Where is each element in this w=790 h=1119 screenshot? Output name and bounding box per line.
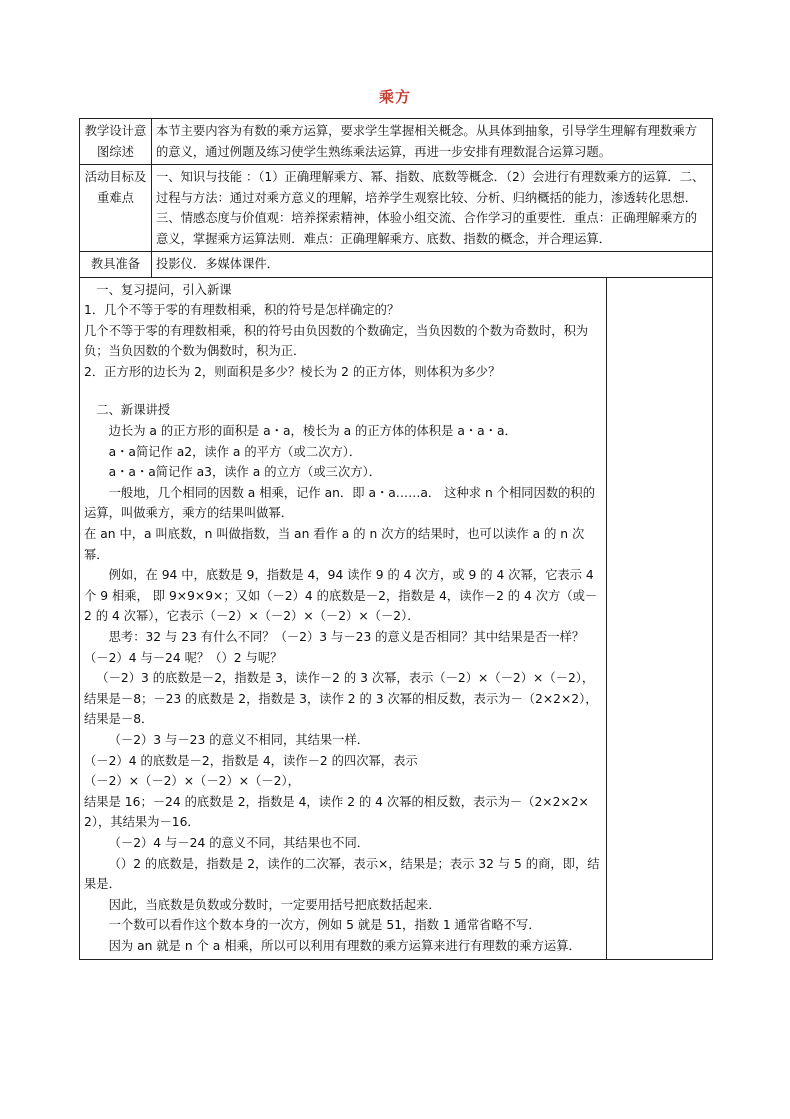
section-heading: 一、复习提问，引入新课 xyxy=(96,282,232,297)
spacer xyxy=(84,382,602,400)
paragraph: 因为 an 就是 n 个 a 相乘，所以可以利用有理数的乘方运算来进行有理数的乘方运算． xyxy=(108,938,581,953)
paragraph: 边长为 a 的正方形的面积是 a・a，棱长为 a 的正方体的体积是 a・a・a． xyxy=(108,424,517,439)
design-label: 教学设计意图综述 xyxy=(80,119,152,165)
paragraph: （－2）3 与－23 的意义不相同，其结果一样． xyxy=(108,732,370,747)
paragraph: 在 an 中，a 叫底数，n 叫做指数，当 an 看作 a 的 n 次方的结果时，也可以读作 a 的 n 次幂． xyxy=(84,527,585,562)
section-heading: 二、新课讲授 xyxy=(96,403,171,418)
paragraph: （－2）×（－2）×（－2）×（－2）， xyxy=(84,774,300,789)
goals-text: 一、知识与技能 ：（1）正确理解乘方、幂、指数、底数等概念．（2）会进行有理数乘方的运算．二、过程与方法：通过对乘方意义的理解，培养学生观察比较、分析、归纳概括的能力，渗透转化思想．三、情感态度与价值观：培养探索精神，体验小组交流、合作学习的重要性．重点：正确理解乘方的意义，掌握乘方运算法则．难点：正确理解乘方、底数、指数的概念，并合理运算． xyxy=(152,165,713,252)
goals-row xyxy=(80,165,713,252)
tools-label: 教具准备 xyxy=(80,252,152,278)
paragraph: a・a・a简记作 a3，读作 a 的立方（或三次方）． xyxy=(108,465,382,480)
paragraph: 几个不等于零的有理数相乘，积的符号由负因数的个数确定，当负因数的个数为奇数时，积为负；当负因数的个数为偶数时，积为正． xyxy=(84,323,589,359)
paragraph: a・a简记作 a2，读作 a 的平方（或二次方）． xyxy=(108,444,362,459)
paragraph: 思考：32 与 23 有什么不同？（－2）3 与－23 的意义是否相同？其中结果是否一样？（－2）4 与－24 呢？（）2 与呢？ xyxy=(84,630,585,665)
paragraph: （－2）3 的底数是－2，指数是 3，读作－2 的 3 次幂，表示（－2）×（－2）×（－2），结果是－8；－23 的底数是 2，指数是 3，读作 2 的 3 次幂的相反数，表示为－（2×2×2），结果是－8． xyxy=(84,671,598,727)
tools-text: 投影仪．多媒体课件． xyxy=(152,252,713,278)
lesson-body xyxy=(80,277,607,959)
paragraph: 一个数可以看作这个数本身的一次方，例如 5 就是 51，指数 1 通常省略不写． xyxy=(108,918,541,933)
design-text: 本节主要内容为有数的乘方运算，要求学生掌握相关概念。从具体到抽象，引导学生理解有理数乘方的意义，通过例题及练习使学生熟练乘法运算，再进一步安排有理数混合运算习题。 xyxy=(152,119,713,165)
design-row xyxy=(80,119,713,165)
tools-row xyxy=(80,252,713,278)
body-row xyxy=(80,277,713,959)
paragraph: 因此，当底数是负数或分数时，一定要用括号把底数括起来． xyxy=(108,897,441,912)
goals-label: 活动目标及重难点 xyxy=(80,165,152,252)
paragraph: （）2 的底数是，指数是 2，读作的二次幂，表示×，结果是；表示 32 与 5 的商，即，结果是． xyxy=(84,856,600,892)
paragraph: 2．正方形的边长为 2，则面积是多少？棱长为 2 的正方体，则体积为多少？ xyxy=(84,364,501,379)
lesson-plan-table xyxy=(79,118,713,960)
paragraph: 结果是 16；－24 的底数是 2，指数是 4，读作 2 的 4 次幂的相反数，表示为－（2×2×2×2），其结果为－16． xyxy=(84,794,589,830)
paragraph: （－2）4 与－24 的意义不同，其结果也不同． xyxy=(108,835,370,850)
paragraph: 1．几个不等于零的有理数相乘，积的符号是怎样确定的？ xyxy=(84,303,400,318)
page-title: 乘方 xyxy=(378,88,411,106)
notes-column xyxy=(607,277,713,959)
paragraph: 一般地，几个相同的因数 a 相乘，记作 an．即 a・a……a． 这种求 n 个相同因数的积的运算，叫做乘方，乘方的结果叫做幂． xyxy=(84,485,596,521)
paragraph: （－2）4 的底数是－2，指数是 4，读作－2 的四次幂，表示 xyxy=(84,753,418,768)
paragraph: 例如，在 94 中，底数是 9，指数是 4，94 读作 9 的 4 次方，或 9 的 4 次幂，它表示 4 个 9 相乘， 即 9×9×9×；又如（－2）4 的底数是－2，指数是 4，读作－2 的 4 次方（或－2 的 4 次幂），它表示（－2）×（－2）×（－2）×（－2）． xyxy=(84,568,598,624)
